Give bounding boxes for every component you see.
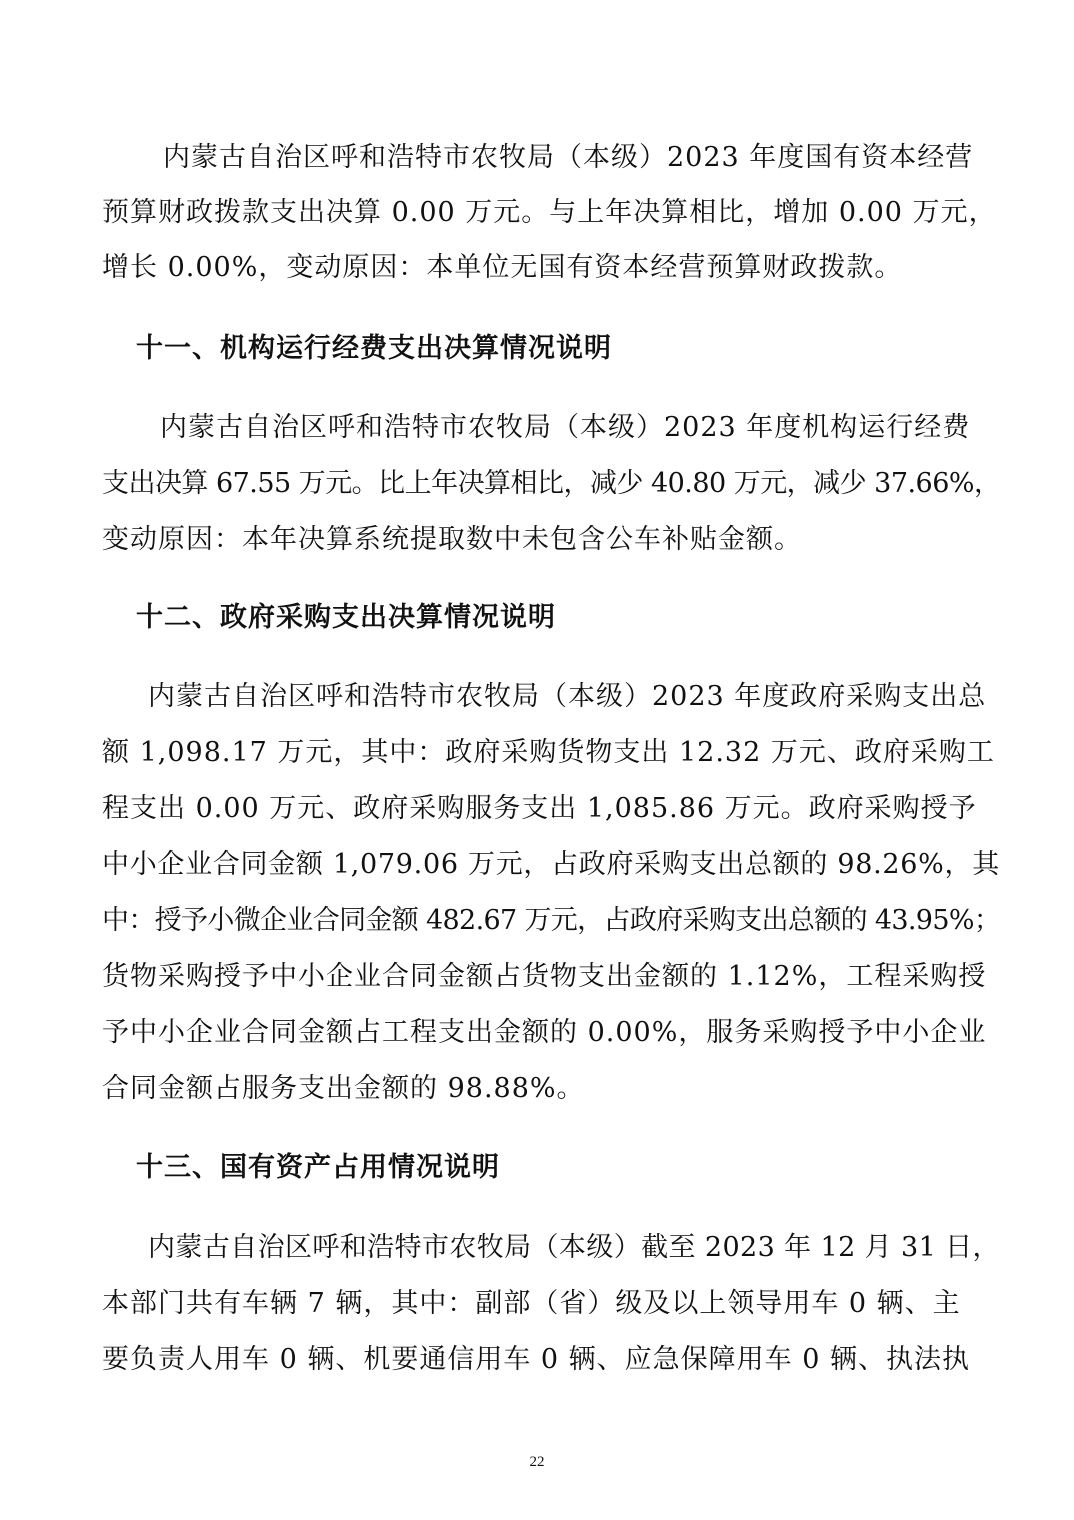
paragraph-line: 本部门共有车辆 7 辆，其中：副部（省）级及以上领导用车 0 辆、主 [102,1288,961,1319]
paragraph-line: 予中小企业合同金额占工程支出金额的 0.00%，服务采购授予中小企业 [102,1017,987,1048]
paragraph-line: 变动原因：本年决算系统提取数中未包含公车补贴金额。 [102,524,802,555]
paragraph-line: 支出决算 67.55 万元。比上年决算相比，减少 40.80 万元，减少 37.66%， [102,468,1001,499]
paragraph-line: 预算财政拨款支出决算 0.00 万元。与上年决算相比，增加 0.00 万元， [102,197,997,228]
paragraph-line: 要负责人用车 0 辆、机要通信用车 0 辆、应急保障用车 0 辆、执法执 [102,1344,971,1375]
paragraph-line: 内蒙古自治区呼和浩特市农牧局（本级）2023 年度政府采购支出总 [148,681,987,712]
section-heading: 十一、机构运行经费支出决算情况说明 [136,333,612,364]
paragraph-line: 内蒙古自治区呼和浩特市农牧局（本级）2023 年度机构运行经费 [160,412,971,443]
section-heading: 十二、政府采购支出决算情况说明 [136,602,556,633]
section-heading: 十三、国有资产占用情况说明 [136,1152,500,1183]
page-number: 22 [529,1454,545,1470]
paragraph-line: 增长 0.00%，变动原因：本单位无国有资本经营预算财政拨款。 [102,252,903,283]
paragraph-line: 内蒙古自治区呼和浩特市农牧局（本级）2023 年度国有资本经营 [163,142,974,173]
paragraph-line: 中：授予小微企业合同金额 482.67 万元，占政府采购支出总额的 43.95%； [102,905,1001,936]
paragraph-line: 中小企业合同金额 1,079.06 万元，占政府采购支出总额的 98.26%，其 [102,849,1000,880]
paragraph-line: 货物采购授予中小企业合同金额占货物支出金额的 1.12%，工程采购授 [102,961,987,992]
paragraph-line: 额 1,098.17 万元，其中：政府采购货物支出 12.32 万元、政府采购工 [102,737,995,768]
paragraph-line: 程支出 0.00 万元、政府采购服务支出 1,085.86 万元。政府采购授予 [102,793,977,824]
paragraph-line: 合同金额占服务支出金额的 98.88%。 [102,1073,585,1104]
paragraph-line: 内蒙古自治区呼和浩特市农牧局（本级）截至 2023 年 12 月 31 日， [148,1232,1000,1263]
